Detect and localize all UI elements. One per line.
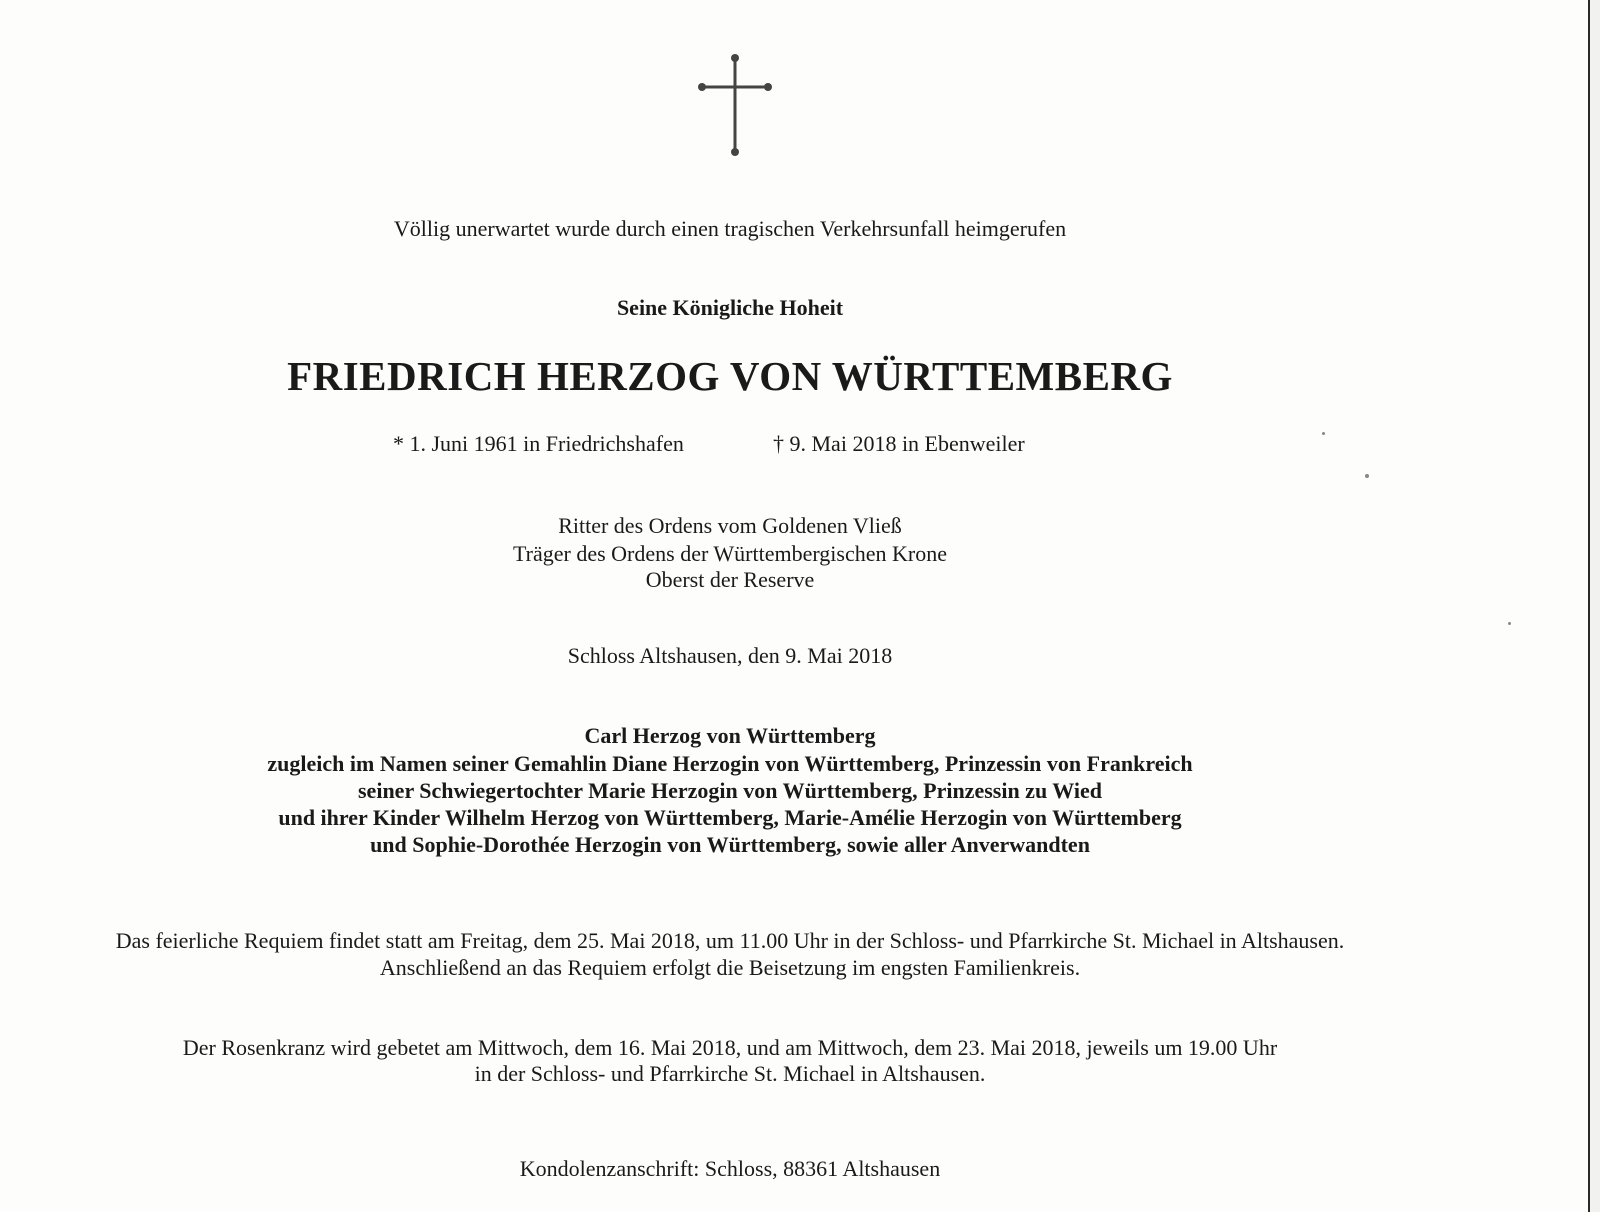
rosary-line: in der Schloss- und Pfarrkirche St. Michael in Altshausen.: [474, 1061, 986, 1086]
deceased-name: FRIEDRICH HERZOG VON WÜRTTEMBERG: [287, 353, 1173, 399]
birth-date: * 1. Juni 1961 in Friedrichshafen: [393, 431, 684, 456]
mourner-line: Carl Herzog von Württemberg: [584, 723, 876, 748]
mourner-line: seiner Schwiegertochter Marie Herzogin von Württemberg, Prinzessin zu Wied: [358, 778, 1102, 803]
title-line: Träger des Ordens der Württembergischen Krone: [513, 541, 947, 566]
mourner-line: und Sophie-Dorothée Herzogin von Württemberg, sowie aller Anverwandten: [370, 832, 1090, 857]
title-line: Oberst der Reserve: [645, 567, 815, 592]
requiem-line: Anschließend an das Requiem erfolgt die Beisetzung im engsten Familienkreis.: [379, 955, 1081, 980]
scan-speck: [1508, 622, 1511, 625]
mourner-line: und ihrer Kinder Wilhelm Herzog von Württemberg, Marie-Amélie Herzogin von Württemberg: [278, 805, 1182, 830]
scan-speck: [1365, 474, 1369, 478]
place-date: Schloss Altshausen, den 9. Mai 2018: [567, 643, 893, 668]
scan-edge-line: [1588, 0, 1590, 1212]
title-line: Ritter des Ordens vom Goldenen Vließ: [558, 513, 902, 538]
rosary-line: Der Rosenkranz wird gebetet am Mittwoch, dem 16. Mai 2018, und am Mittwoch, dem 23. Mai 2018, jeweils um 19.00 Uhr: [182, 1035, 1278, 1060]
condolence-address: Kondolenzanschrift: Schloss, 88361 Altshausen: [519, 1156, 941, 1181]
scan-speck: [1322, 432, 1325, 435]
death-date: † 9. Mai 2018 in Ebenweiler: [773, 431, 1025, 456]
latin-cross-icon: [698, 54, 772, 158]
intro-text: Völlig unerwartet wurde durch einen tragischen Verkehrsunfall heimgerufen: [393, 216, 1067, 241]
requiem-line: Das feierliche Requiem findet statt am Freitag, dem 25. Mai 2018, um 11.00 Uhr in der Schloss- und Pfarrkirche St. Michael in Altshausen.: [115, 928, 1345, 953]
honorific: Seine Königliche Hoheit: [616, 295, 844, 320]
scan-border: [1590, 0, 1600, 1212]
mourner-line: zugleich im Namen seiner Gemahlin Diane Herzogin von Württemberg, Prinzessin von Frankreich: [267, 751, 1193, 776]
